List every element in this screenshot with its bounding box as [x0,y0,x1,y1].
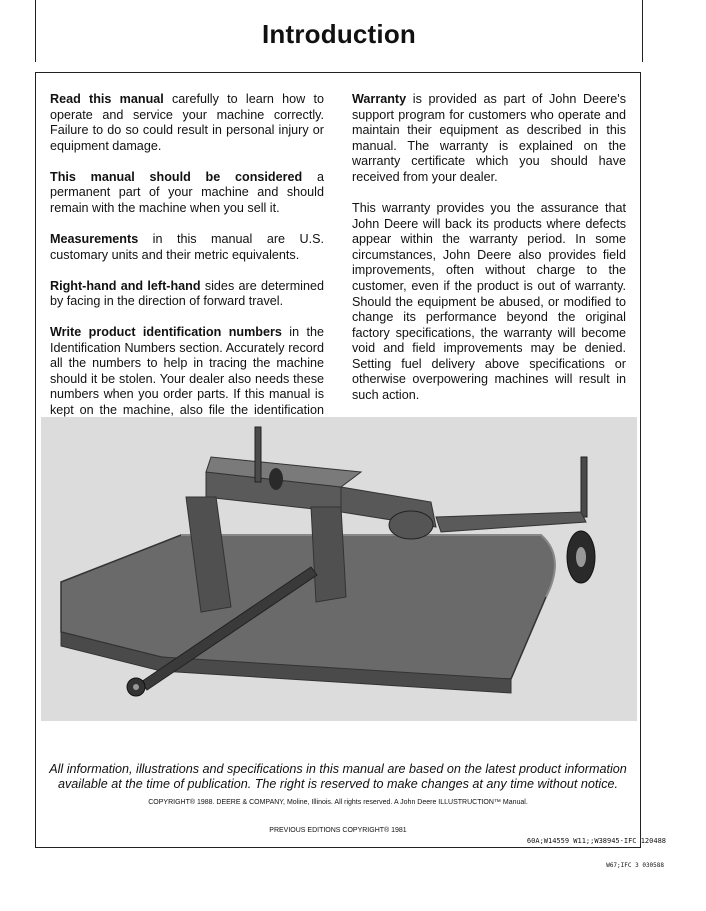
paragraph-lead: This manual should be considered [50,169,303,184]
paragraph [50,170,324,217]
paragraph [50,279,324,310]
paragraph-lead: Write product identification numbers [50,325,282,340]
paragraph-text: sides are determined by facing in the direction of forward travel. [50,278,324,309]
disclaimer: All information, illustrations and specifications in this manual are based on the latest product information available at the time of publication. The right is reserved to make changes at any time without notice. [49,762,627,791]
paragraph-text: in this manual are U.S. customary units and their metric equivalents. [50,231,324,262]
page-title: Introduction [261,19,417,49]
rotary-cutter-drawing [41,417,637,721]
paragraph-text: is provided as part of John Deere's support program for customers who operate and maintain their equipment as described in this manual. The warranty is explained on the warranty certificate which you should have received from your dealer. [352,92,626,184]
content-box [35,72,641,848]
paragraph-text: carefully to learn how to operate and service your machine correctly. Failure to do so could result in personal injury or equipment damage. [50,92,324,153]
copyright-line: COPYRIGHT® 1988. DEERE & COMPANY, Moline, Illinois. All rights reserved. A John Deere ILLUSTRUCTION™ Manual. [148,799,528,806]
paragraph [352,92,626,186]
paragraph [352,201,626,404]
paragraph-lead: Right-hand and left-hand [50,278,201,293]
left-column [50,92,324,450]
paragraph-text: This warranty provides you the assurance that John Deere will back its products where defects appear within the warranty period. In some circumstances, John Deere also provides field improvements, often without charge to the customer, even if the product is out of warranty. Should the equipment be abused, or modified to change its performance beyond the original factory specifications, the warranty will become void and field improvements may be denied. Setting fuel delivery above specifications or otherwise overpowering machines will result in such action. [352,200,626,403]
paragraph-text: a permanent part of your machine and should remain with the machine when you sell it. [50,169,324,215]
document-code: 60A;W14559 W11;;W38945-IFC 120488 [526,837,666,845]
page-code: W67;IFC 3 030588 [606,862,664,869]
right-column [352,92,626,466]
title-frame [35,0,643,62]
paragraph [50,92,324,154]
paragraph-lead: Warranty [352,92,407,106]
rotary-cutter-illustration [41,417,637,721]
paragraph-lead: Read this manual [50,92,164,106]
paragraph [50,232,324,263]
paragraph-lead: Measurements [50,231,139,246]
paragraph-text: in the Identification Numbers section. Accurately record all the numbers to help in tracing the machine should it be stolen. Your dealer also needs these numbers when you order parts. If this manual is kept on the machine, also file the identification [50,325,325,418]
previous-editions-line: PREVIOUS EDITIONS COPYRIGHT® 1981 [269,827,407,834]
